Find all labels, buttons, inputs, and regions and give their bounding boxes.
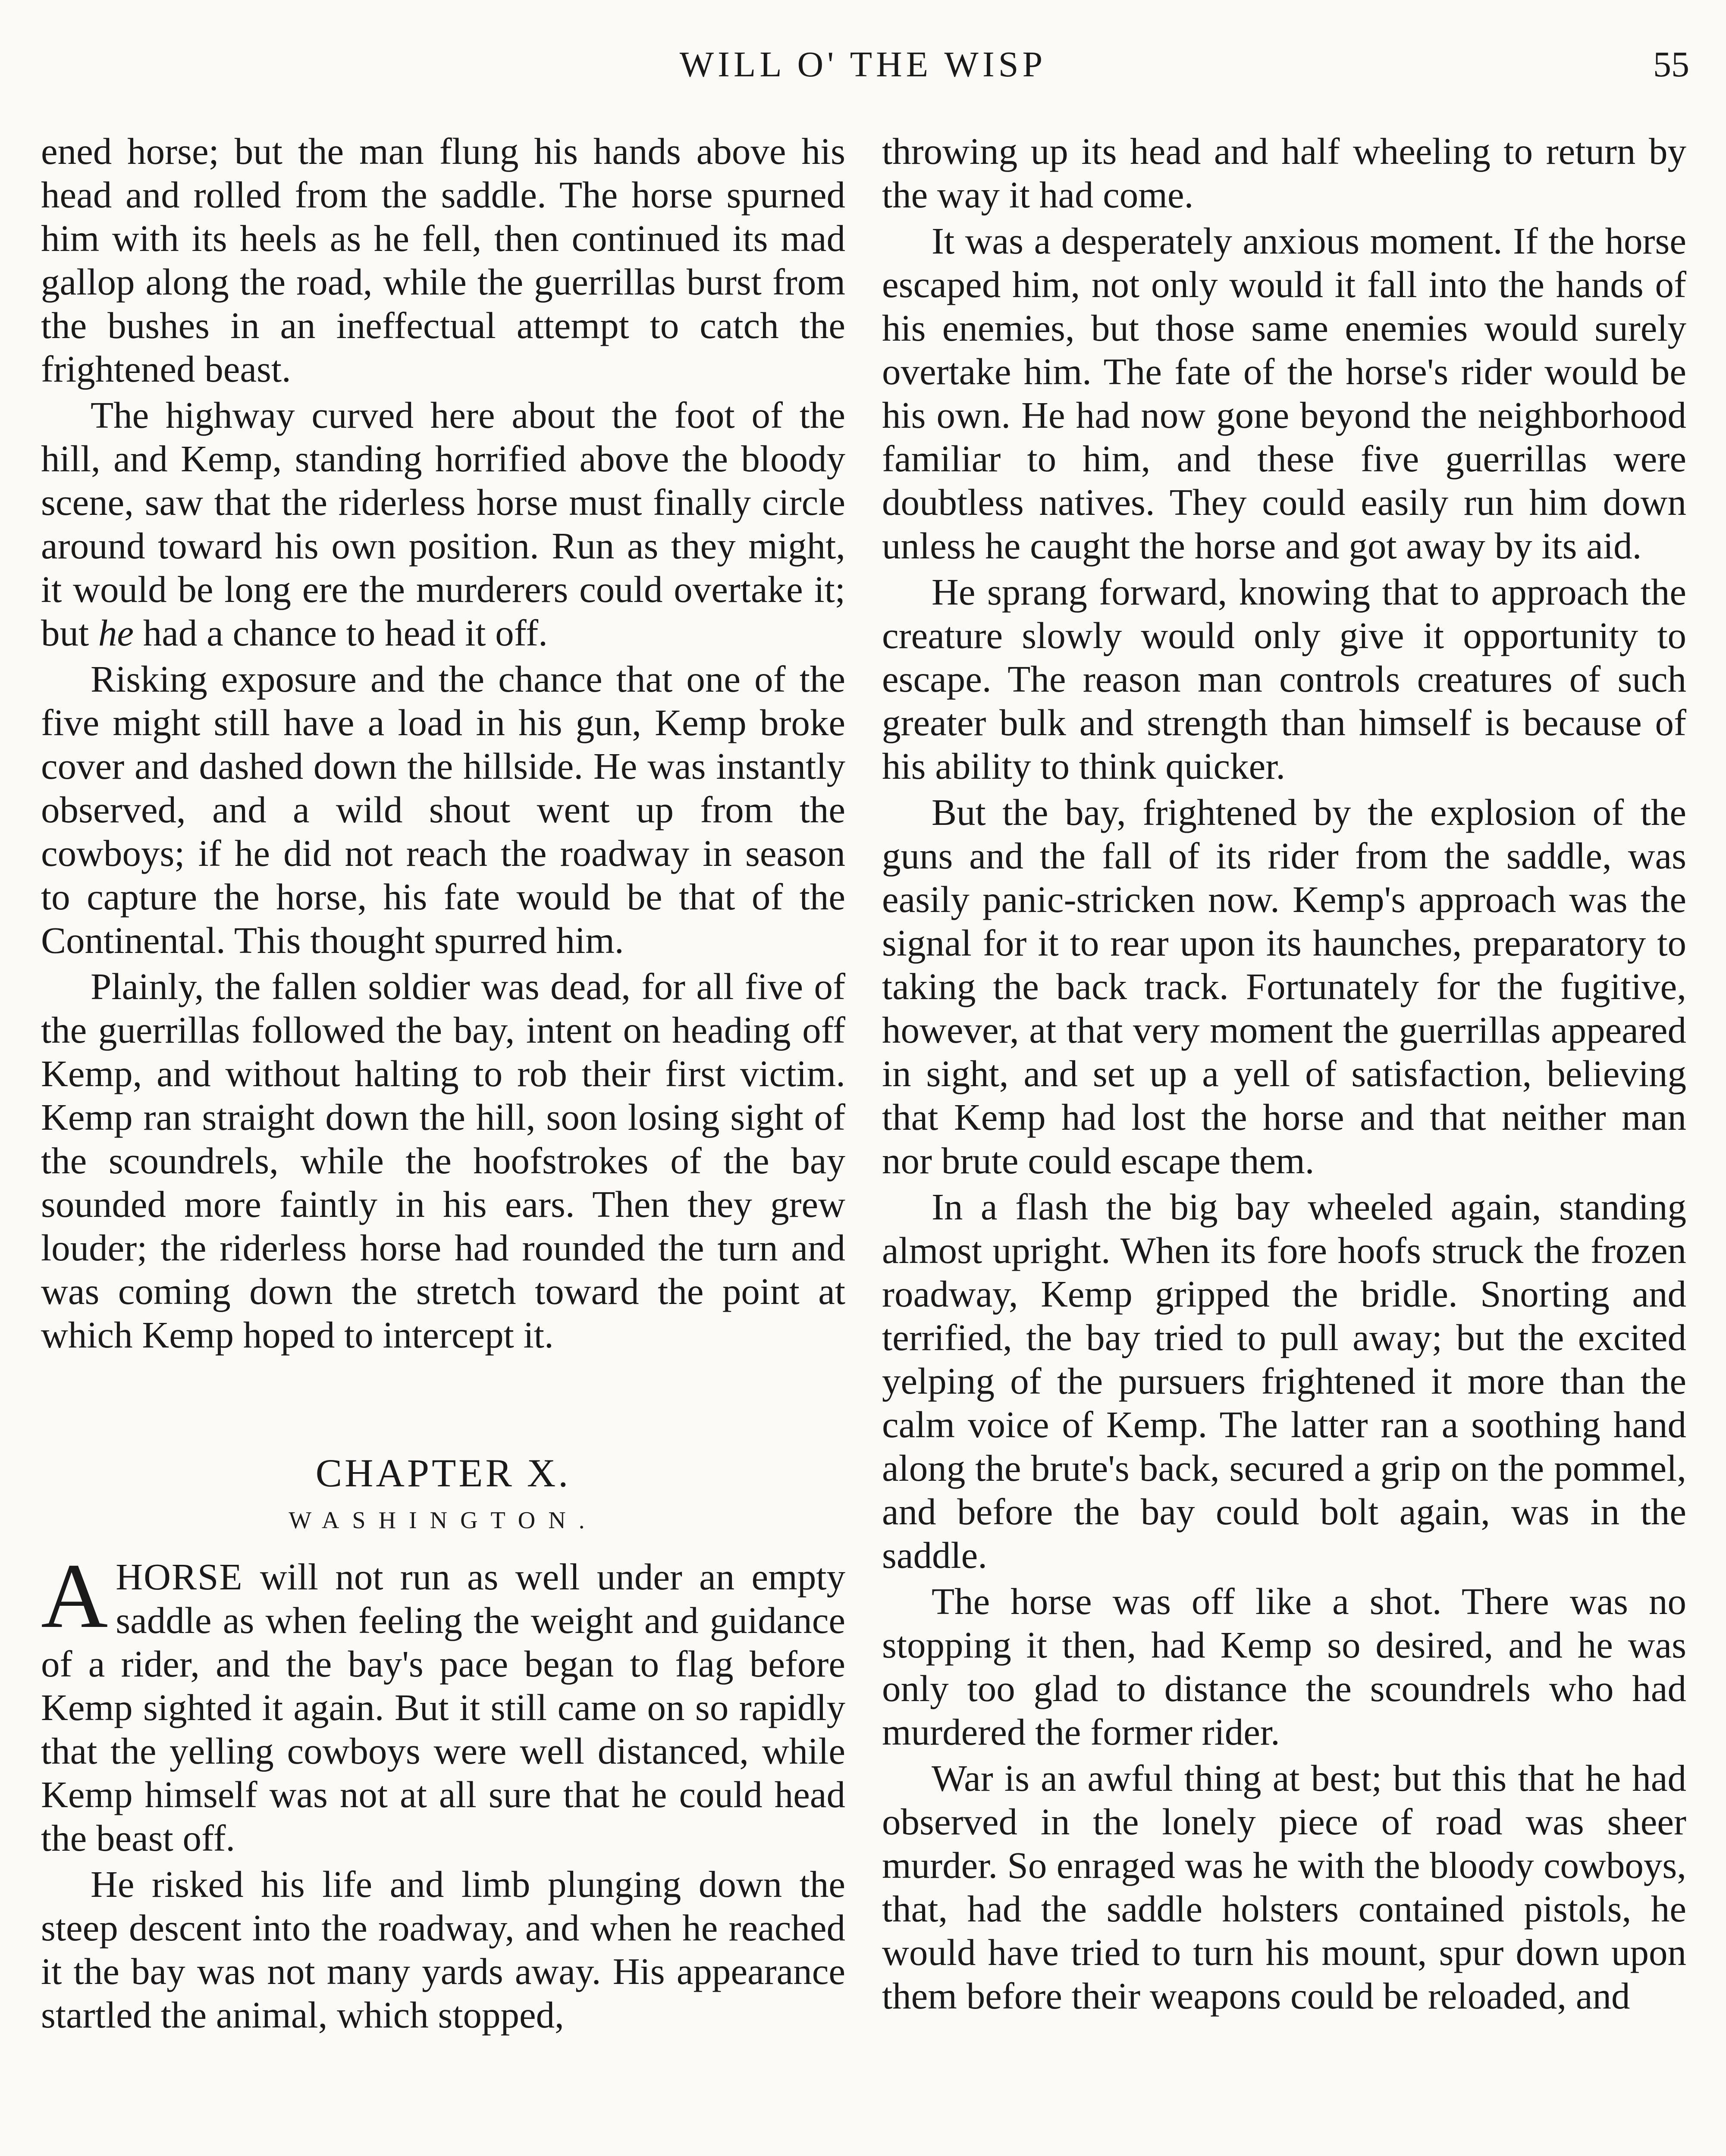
chapter-opening-paragraph [41,1544,845,1860]
running-header [0,41,1726,88]
left-column [41,129,845,2039]
paragraph: ened horse; but the man flung his hands above his head and rolled from the saddle. The horse spurned him with its heels as he fell, then continued its mad gallop along the road, while the guerrillas burst from the bushes in an ineffectual attempt to catch the frightened beast. [41,130,845,390]
paragraph: He sprang forward, knowing that to approach the creature slowly would only give it opportunity to escape. The reason man controls creatures of such greater bulk and strength than himself is because of his ability to think quicker. [882,571,1686,787]
paragraph: In a flash the big bay wheeled again, standing almost upright. When its fore hoofs struck the frozen roadway, Kemp gripped the bridle. Snorting and terrified, the bay tried to pull away; but the excited yelping of the pursuers frightened it more than the calm voice of Kemp. The latter ran a soothing hand along the brute's back, secured a grip on the pommel, and before the bay could bolt again, was in the saddle. [882,1186,1686,1576]
drop-cap: A [41,1544,108,1647]
text-run: will not run as well under an empty saddle as when feeling the weight and guidance of a rider, and the bay's pace began to flag before Kemp sighted it again. But it still came on so rapidly that the yelling cowboys were well distanced, while Kemp himself was not at all sure that he could head the beast off. [41,1556,845,1859]
chapter-subtitle: WASHINGTON. [289,1507,598,1534]
small-caps-text: HORSE [116,1556,243,1598]
paragraph: Plainly, the fallen soldier was dead, for all five of the guerrillas followed the bay, intent on heading off Kemp, and without halting to rob their first victim. Kemp ran straight down the hill, soon losing sight of the scoundrels, while the hoofstrokes of the bay sounded more faintly in his ears. Then they grew louder; the riderless horse had rounded the turn and was coming down the stretch toward the point at which Kemp hoped to intercept it. [41,965,845,1356]
text-run: had a chance to head it off. [134,612,548,654]
paragraph: He risked his life and limb plunging down the steep descent into the roadway, and when he reached it the bay was not many yards away. His appearance startled the animal, which stopped, [41,1863,845,2036]
paragraph: Risking exposure and the chance that one of the five might still have a load in his gun, Kemp broke cover and dashed down the hillside. He was instantly observed, and a wild shout went up from the cowboys; if he did not reach the roadway in season to capture the horse, his fate would be that of the Continental. This thought spurred him. [41,658,845,961]
right-column [882,129,1686,2020]
emphasis-text: he [98,612,134,654]
paragraph: War is an awful thing at best; but this that he had observed in the lonely piece of road was sheer murder. So enraged was he with the bloody cowboys, that, had the saddle holsters contained pistols, he would have tried to turn his mount, spur down upon them before their weapons could be reloaded, and [882,1757,1686,2017]
paragraph: The horse was off like a shot. There was no stopping it then, had Kemp so desired, and he was only too glad to distance the scoundrels who had murdered the former rider. [882,1580,1686,1753]
paragraph: But the bay, frightened by the explosion of the guns and the fall of its rider from the saddle, was easily panic-stricken now. Kemp's approach was the signal for it to rear upon its haunches, preparatory to taking the back track. Fortunately for the fugitive, however, at that very moment the guerrillas appeared in sight, and set up a yell of satisfaction, believing that Kemp had lost the horse and that neither man nor brute could escape them. [882,791,1686,1181]
chapter-heading: CHAPTER X. [315,1451,571,1495]
paragraph [41,393,845,655]
text-run: The highway curved here about the foot of the hill, and Kemp, standing horrified above the bloody scene, saw that the riderless horse must finally circle around toward his own position. Run as they might, it would be long ere the murderers could overtake it; but [41,394,845,654]
paragraph: It was a desperately anxious moment. If the horse escaped him, not only would it fall into the hands of his enemies, but those same enemies would surely overtake him. The fate of the horse's rider would be his own. He had now gone beyond the neighborhood familiar to him, and these five guerrillas were doubtless natives. They could easily run him down unless he caught the horse and got away by its aid. [882,220,1686,567]
running-title: WILL O' THE WISP [679,44,1047,85]
paragraph: throwing up its head and half wheeling to return by the way it had come. [882,130,1686,216]
page-number: 55 [1653,44,1689,85]
